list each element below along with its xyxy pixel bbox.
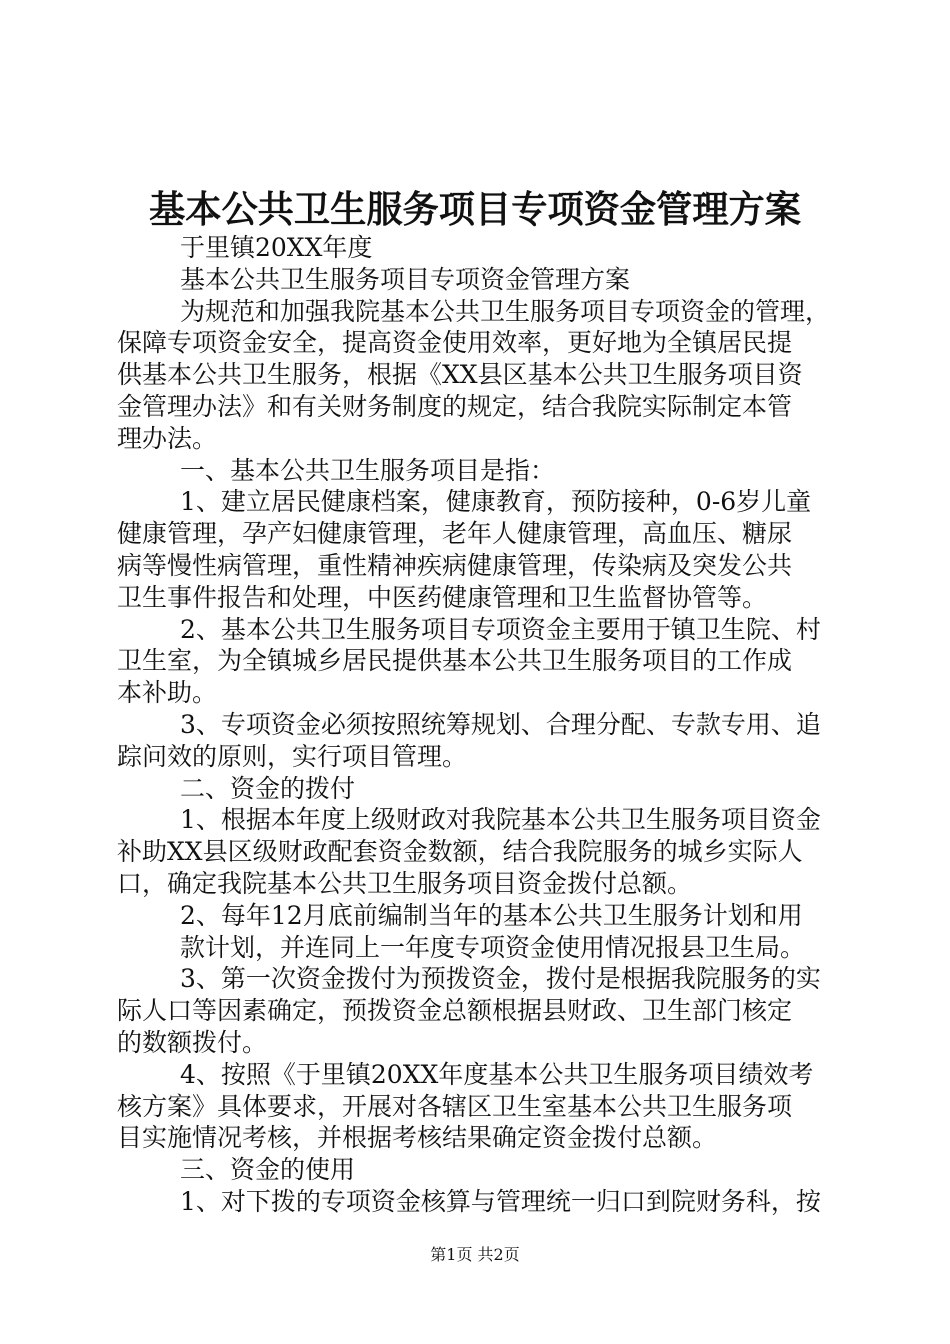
text-line: 于里镇20XX年度 <box>180 233 373 262</box>
text-line: 3、专项资金必须按照统筹规划、合理分配、专款专用、追 <box>180 710 821 739</box>
text-line: 4、按照《于里镇20XX年度基本公共卫生服务项目绩效考 <box>180 1059 814 1089</box>
text-line: 核方案》具体要求，开展对各辖区卫生室基本公共卫生服务项 <box>117 1091 793 1121</box>
text-line: 1、根据本年度上级财政对我院基本公共卫生服务项目资金 <box>180 805 821 835</box>
text-line: 口，确定我院基本公共卫生服务项目资金拨付总额。 <box>117 869 693 898</box>
text-line: 际人口等因素确定，预拨资金总额根据县财政、卫生部门核定 <box>117 996 793 1026</box>
text-line: 1、建立居民健康档案，健康教育，预防接种，0-6岁儿童 <box>180 487 812 517</box>
section-heading: 一、基本公共卫生服务项目是指： <box>180 455 556 485</box>
text-line: 病等慢性病管理，重性精神疾病健康管理，传染病及突发公共 <box>117 551 793 580</box>
text-line: 踪问效的原则，实行项目管理。 <box>117 741 468 771</box>
text-line: 1、对下拨的专项资金核算与管理统一归口到院财务科，按 <box>180 1187 821 1216</box>
text-line: 的数额拨付。 <box>117 1028 268 1057</box>
section-heading: 二、资金的拨付 <box>180 773 356 803</box>
text-line: 2、每年12月底前编制当年的基本公共卫生服务计划和用 <box>180 900 803 930</box>
document-title: 基本公共卫生服务项目专项资金管理方案 <box>148 187 802 231</box>
text-line: 供基本公共卫生服务，根据《XX县区基本公共卫生服务项目资 <box>117 360 803 390</box>
text-line: 健康管理，孕产妇健康管理，老年人健康管理，高血压、糖尿 <box>117 519 793 549</box>
text-line: 保障专项资金安全，提高资金使用效率，更好地为全镇居民提 <box>117 328 793 358</box>
text-line: 卫生室，为全镇城乡居民提供基本公共卫生服务项目的工作成 <box>117 646 793 676</box>
text-line: 金管理办法》和有关财务制度的规定，结合我院实际制定本管 <box>117 392 793 421</box>
section-heading: 三、资金的使用 <box>180 1155 356 1185</box>
text-line: 基本公共卫生服务项目专项资金管理方案 <box>180 264 631 294</box>
text-line: 款计划，并连同上一年度专项资金使用情况报县卫生局。 <box>180 932 806 962</box>
text-line: 目实施情况考核，并根据考核结果确定资金拨付总额。 <box>117 1123 718 1153</box>
text-line: 卫生事件报告和处理，中医药健康管理和卫生监督协管等。 <box>117 582 768 612</box>
text-line: 补助XX县区级财政配套资金数额，结合我院服务的城乡实际人 <box>117 837 803 867</box>
text-line: 为规范和加强我院基本公共卫生服务项目专项资金的管理， <box>180 296 831 326</box>
text-line: 理办法。 <box>117 423 218 453</box>
page-footer: 第1页 共2页 <box>430 1245 520 1264</box>
text-line: 本补助。 <box>117 678 218 708</box>
text-line: 2、基本公共卫生服务项目专项资金主要用于镇卫生院、村 <box>180 614 821 644</box>
text-line: 3、第一次资金拨付为预拨资金，拨付是根据我院服务的实 <box>180 964 821 994</box>
